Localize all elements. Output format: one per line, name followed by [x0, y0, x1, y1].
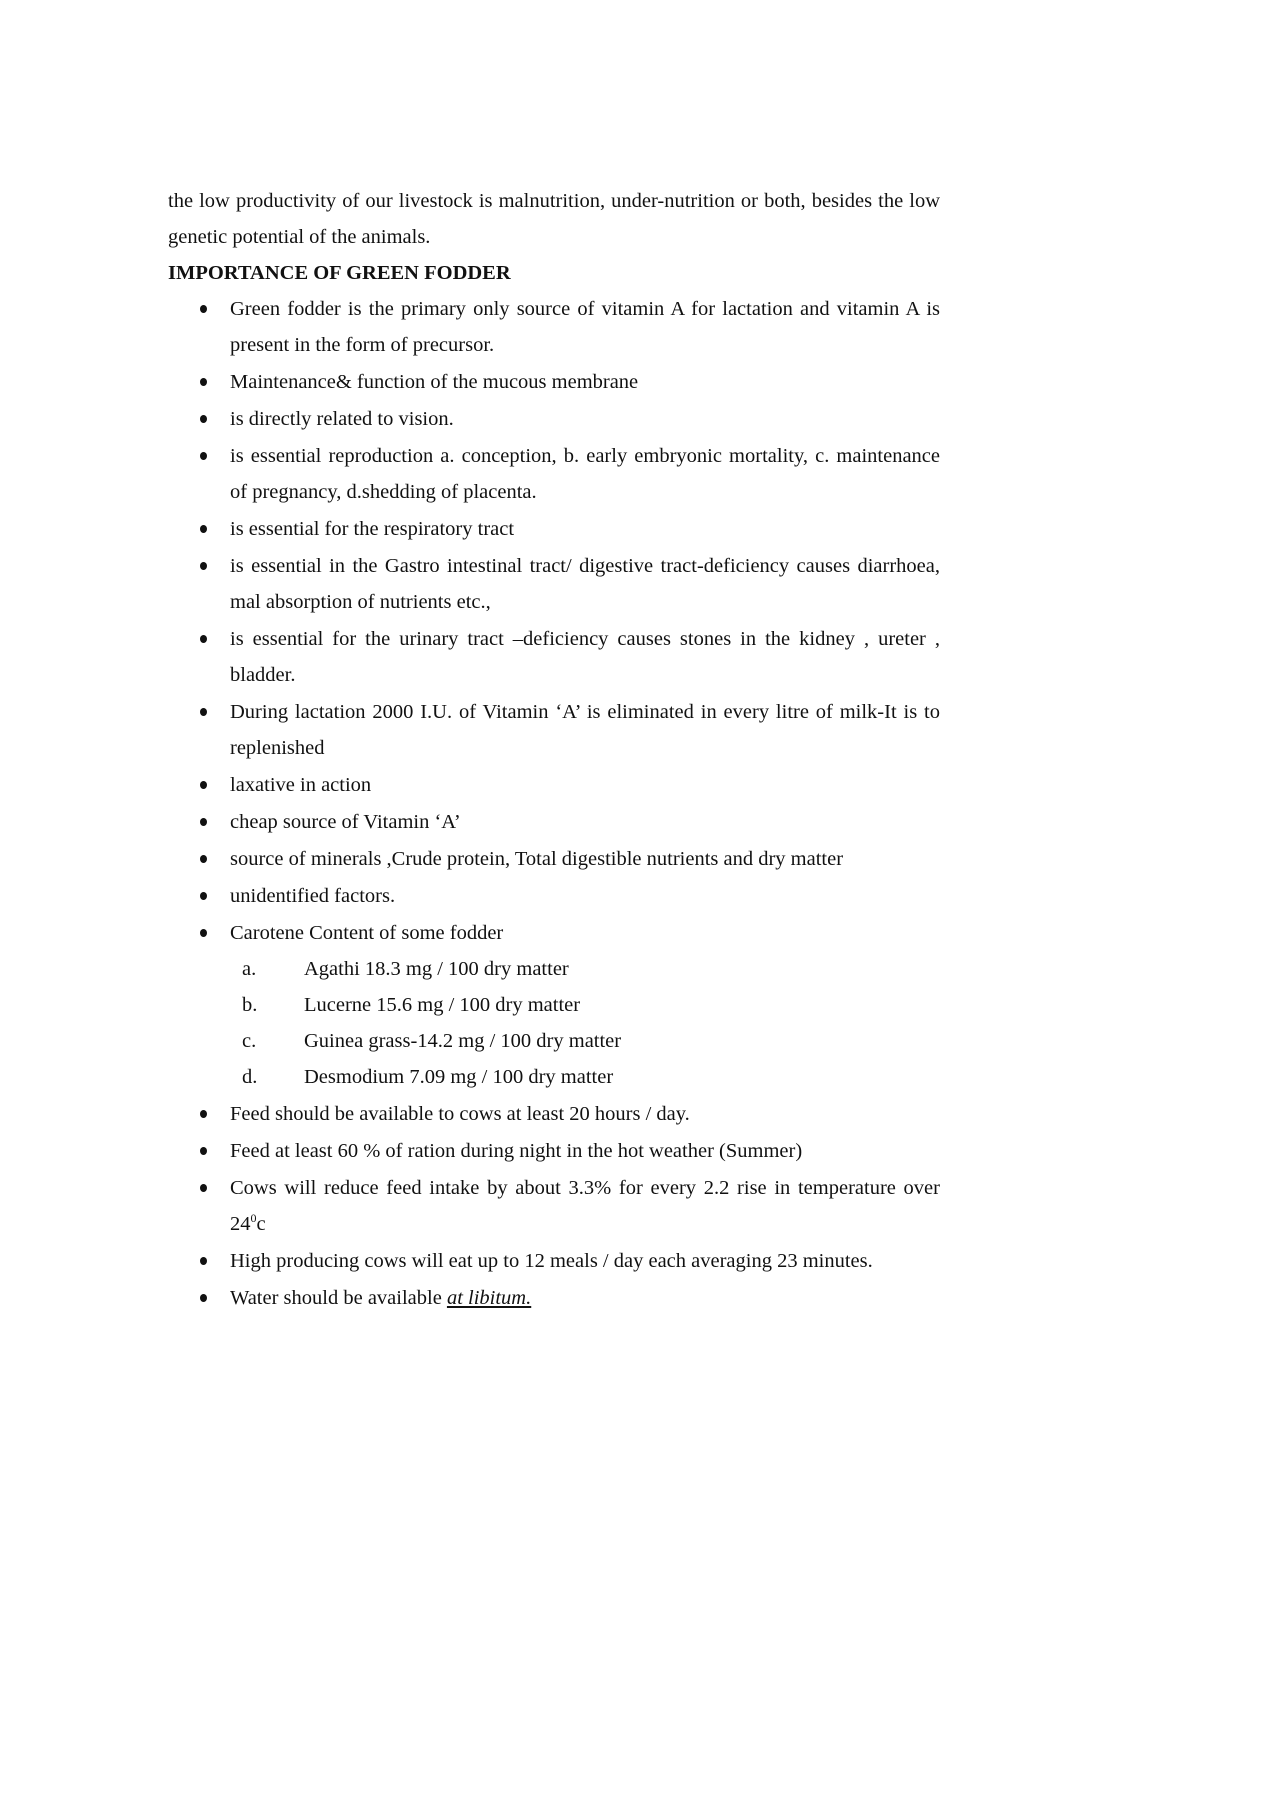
list-item-text: Carotene Content of some fodder — [230, 922, 504, 944]
bullet-icon — [200, 1110, 207, 1118]
carotene-text: Desmodium 7.09 mg / 100 dry matter — [304, 1066, 614, 1088]
list-item — [168, 1280, 940, 1316]
bullet-icon — [200, 525, 207, 533]
list-item — [168, 401, 940, 437]
bullet-icon — [200, 892, 207, 900]
list-item — [168, 804, 940, 840]
list-item-text: laxative in action — [230, 774, 372, 796]
list-item — [168, 511, 940, 547]
list-item-text: is essential for the respiratory tract — [230, 518, 515, 540]
list-item — [168, 878, 940, 914]
bullet-icon — [200, 1257, 207, 1265]
list-item — [168, 841, 940, 877]
list-item-text: is essential in the Gastro intestinal tract/ digestive tract-deficiency causes diarrhoea, mal absorption of nutrients etc., — [230, 555, 940, 613]
list-item-text: Feed at least 60 % of ration during night in the hot weather (Summer) — [230, 1140, 803, 1162]
carotene-text: Agathi 18.3 mg / 100 dry matter — [304, 958, 569, 980]
list-item-text: Green fodder is the primary only source of vitamin A for lactation and vitamin A is present in the form of precursor. — [230, 298, 940, 356]
bullet-icon — [200, 708, 207, 716]
list-item-text: Feed should be available to cows at least 20 hours / day. — [230, 1103, 690, 1125]
list-item-text: is essential reproduction a. conception, b. early embryonic mortality, c. maintenance of pregnancy, d.shedding of placenta. — [230, 445, 940, 503]
intro-paragraph: the low productivity of our livestock is malnutrition, under-nutrition or both, besides the low genetic potential of the animals. — [168, 190, 940, 248]
bullet-icon — [200, 635, 207, 643]
document-page — [168, 183, 940, 1317]
carotene-text: Guinea grass-14.2 mg / 100 dry matter — [304, 1030, 622, 1052]
list-item — [168, 364, 940, 400]
list-item-text: is essential for the urinary tract –deficiency causes stones in the kidney , ureter , bladder. — [230, 628, 940, 686]
latin-emphasis: at libitum. — [446, 1287, 532, 1309]
list-item — [168, 767, 940, 803]
section-heading: IMPORTANCE OF GREEN FODDER — [168, 262, 511, 284]
bullet-icon — [200, 855, 207, 863]
list-item-text: During lactation 2000 I.U. of Vitamin ‘A’ is eliminated in every litre of milk-It is to replenished — [230, 701, 940, 759]
list-item-text: cheap source of Vitamin ‘A’ — [230, 811, 461, 833]
bullet-icon — [200, 305, 207, 313]
list-item-text: unidentified factors. — [230, 885, 396, 907]
bullet-icon — [200, 818, 207, 826]
bullet-icon — [200, 781, 207, 789]
bullet-icon — [200, 452, 207, 460]
list-item — [168, 291, 940, 363]
list-item-text: source of minerals ,Crude protein, Total digestible nutrients and dry matter — [230, 848, 844, 870]
bullet-icon — [200, 1147, 207, 1155]
list-item — [168, 1170, 940, 1242]
bullet-icon — [200, 378, 207, 386]
carotene-item — [242, 1059, 940, 1095]
list-item-text: High producing cows will eat up to 12 meals / day each averaging 23 minutes. — [230, 1250, 873, 1272]
list-item — [168, 915, 940, 1095]
item-letter: b. — [242, 994, 258, 1016]
bullet-icon — [200, 1184, 207, 1192]
list-item — [168, 438, 940, 510]
bullet-icon — [200, 415, 207, 423]
carotene-item — [242, 951, 940, 987]
item-letter: a. — [242, 958, 257, 980]
list-item — [168, 1096, 940, 1132]
bullet-icon — [200, 929, 207, 937]
list-item — [168, 1133, 940, 1169]
importance-list — [168, 291, 940, 1316]
unit-text: c — [256, 1213, 266, 1235]
carotene-item — [242, 987, 940, 1023]
bullet-icon — [200, 1294, 207, 1302]
list-item-text: Cows will reduce feed intake by about 3.3% for every 2.2 rise in temperature over 24 — [230, 1177, 940, 1235]
carotene-list — [230, 951, 940, 1095]
carotene-text: Lucerne 15.6 mg / 100 dry matter — [304, 994, 581, 1016]
item-letter: c. — [242, 1030, 257, 1052]
list-item — [168, 548, 940, 620]
list-item-text: Maintenance& function of the mucous membrane — [230, 371, 639, 393]
list-item-text: is directly related to vision. — [230, 408, 454, 430]
carotene-item — [242, 1023, 940, 1059]
list-item — [168, 694, 940, 766]
list-item — [168, 621, 940, 693]
bullet-icon — [200, 562, 207, 570]
list-item-text: Water should be available — [230, 1287, 447, 1309]
degree-superscript: 0 — [250, 1211, 257, 1225]
list-item — [168, 1243, 940, 1279]
item-letter: d. — [242, 1066, 258, 1088]
